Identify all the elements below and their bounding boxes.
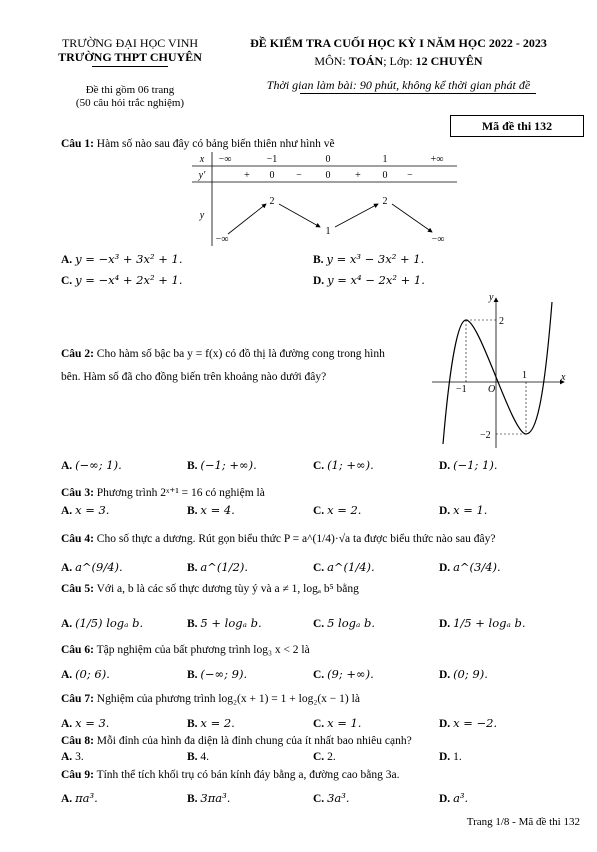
q5-option-c-label: C. bbox=[313, 618, 325, 630]
q1-option-b-label: B. bbox=[313, 254, 324, 266]
q6-option-c-label: C. bbox=[313, 669, 325, 681]
q4-option-c-text: a^(1/4). bbox=[327, 560, 375, 574]
q7-option-c-text: x = 1. bbox=[327, 716, 362, 730]
q7-option-b-label: B. bbox=[187, 718, 198, 730]
q6-label: Câu 6: bbox=[61, 644, 94, 656]
q8-label: Câu 8: bbox=[61, 735, 94, 747]
q7-option-d-text: x = −2. bbox=[453, 716, 498, 730]
q3-option-b-text: x = 4. bbox=[200, 503, 235, 517]
time-note: Thời gian làm bài: 90 phút, không kể thời gian phát đề bbox=[266, 78, 531, 92]
q7-text: Nghiệm của phương trình log₂(x + 1) = 1 + log₂(x − 1) là bbox=[96, 693, 360, 705]
q5-stem bbox=[61, 582, 359, 596]
q6-option-d[interactable] bbox=[439, 667, 488, 681]
q7-option-a[interactable] bbox=[61, 716, 109, 730]
pages-note: Đề thi gồm 06 trang bbox=[85, 84, 175, 96]
q8-option-b-text: 4. bbox=[200, 751, 210, 763]
q1-y-val-1: 2 bbox=[269, 196, 275, 207]
q1-y-val-4: −∞ bbox=[431, 234, 445, 245]
q9-option-d-text: a³. bbox=[453, 791, 469, 805]
q1-option-a-label: A. bbox=[61, 254, 73, 266]
q8-option-c-label: C. bbox=[313, 751, 325, 763]
q9-option-a-label: A. bbox=[61, 793, 73, 805]
subject-prefix: MÔN: bbox=[314, 54, 349, 68]
q5-option-a-label: A. bbox=[61, 618, 73, 630]
q2-option-d[interactable] bbox=[439, 458, 498, 472]
q1-y-val-0: −∞ bbox=[215, 234, 229, 245]
q7-option-a-text: x = 3. bbox=[75, 716, 110, 730]
q5-option-b[interactable] bbox=[187, 616, 262, 630]
q2-label: Câu 2: bbox=[61, 348, 94, 360]
q2-curve bbox=[443, 302, 552, 444]
q1-y-val-2: 1 bbox=[325, 226, 331, 237]
q2-option-d-label: D. bbox=[439, 460, 451, 472]
q1-option-a-text: y = −x³ + 3x² + 1. bbox=[75, 252, 183, 266]
q5-option-b-label: B. bbox=[187, 618, 198, 630]
q9-option-c[interactable] bbox=[313, 791, 350, 805]
q9-option-b-text: 3πa³. bbox=[200, 791, 231, 805]
q1-sign-2: − bbox=[296, 170, 302, 181]
q1-arrow-down-2 bbox=[392, 204, 432, 232]
q1-option-a[interactable] bbox=[61, 252, 183, 266]
q2-option-c-text: (1; +∞). bbox=[327, 458, 374, 472]
q1-option-d[interactable] bbox=[313, 273, 425, 287]
q8-stem bbox=[61, 734, 412, 748]
q1-x-val-1: −1 bbox=[266, 154, 278, 165]
q2-tick-1: 1 bbox=[522, 370, 527, 381]
q2-tick-neg1: −1 bbox=[456, 384, 467, 395]
q1-sign-5: 0 bbox=[382, 170, 388, 181]
q1-y-label: y bbox=[199, 210, 205, 221]
q3-option-d-text: x = 1. bbox=[453, 503, 488, 517]
subject-name: TOÁN bbox=[348, 54, 384, 68]
university-name: TRƯỜNG ĐẠI HỌC VINH bbox=[61, 36, 199, 50]
q9-option-d[interactable] bbox=[439, 791, 468, 805]
q3-option-c-text: x = 2. bbox=[327, 503, 362, 517]
q4-option-d[interactable] bbox=[439, 560, 501, 574]
q8-option-c-text: 2. bbox=[327, 751, 336, 763]
q1-arrow-down-1 bbox=[279, 204, 320, 227]
q3-option-a[interactable] bbox=[61, 503, 109, 517]
q9-option-c-text: 3a³. bbox=[327, 791, 350, 805]
q1-stem bbox=[61, 137, 335, 151]
q2-stem-line1 bbox=[61, 347, 385, 361]
q7-option-c[interactable] bbox=[313, 716, 361, 730]
q2-option-b[interactable] bbox=[187, 458, 257, 472]
q9-text: Tính thể tích khối trụ có bán kính đáy bằng a, đường cao bằng 3a. bbox=[96, 769, 400, 781]
q4-option-a-label: A. bbox=[61, 562, 73, 574]
q1-yprime-label: y′ bbox=[198, 170, 206, 181]
q2-cubic-graph bbox=[430, 292, 570, 452]
q3-text: Phương trình 2ˣ⁺¹ = 16 có nghiệm là bbox=[96, 487, 265, 499]
q2-option-b-text: (−1; +∞). bbox=[200, 458, 257, 472]
q7-option-c-label: C. bbox=[313, 718, 325, 730]
q1-option-c-text: y = −x⁴ + 2x² + 1. bbox=[75, 273, 183, 287]
q5-option-c-text: 5 logₐ b. bbox=[327, 616, 375, 630]
q8-option-a[interactable] bbox=[61, 751, 84, 763]
q1-x-val-2: 0 bbox=[325, 154, 331, 165]
q7-option-a-label: A. bbox=[61, 718, 73, 730]
q3-label: Câu 3: bbox=[61, 487, 94, 499]
q1-text: Hàm số nào sau đây có bảng biến thiên như hình vẽ bbox=[96, 138, 335, 150]
subject-line bbox=[226, 54, 571, 69]
q1-option-b[interactable] bbox=[313, 252, 424, 266]
q9-option-a[interactable] bbox=[61, 791, 98, 805]
q6-option-d-text: (0; 9). bbox=[453, 667, 488, 681]
q3-option-d[interactable] bbox=[439, 503, 487, 517]
q9-option-b-label: B. bbox=[187, 793, 198, 805]
q6-option-a-label: A. bbox=[61, 669, 73, 681]
q7-option-d-label: D. bbox=[439, 718, 451, 730]
q4-option-c[interactable] bbox=[313, 560, 375, 574]
q9-option-b[interactable] bbox=[187, 791, 230, 805]
exam-title: ĐỀ KIỂM TRA CUỐI HỌC KỲ I NĂM HỌC 2022 - 2023 bbox=[250, 36, 547, 50]
q3-option-a-text: x = 3. bbox=[75, 503, 110, 517]
q5-option-a[interactable] bbox=[61, 616, 143, 630]
q9-option-a-text: πa³. bbox=[75, 791, 98, 805]
q4-option-b[interactable] bbox=[187, 560, 248, 574]
q6-option-a[interactable] bbox=[61, 667, 110, 681]
q5-option-d[interactable] bbox=[439, 616, 525, 630]
q4-option-d-label: D. bbox=[439, 562, 451, 574]
q7-stem bbox=[61, 692, 360, 706]
q9-option-d-label: D. bbox=[439, 793, 451, 805]
q9-label: Câu 9: bbox=[61, 769, 94, 781]
q5-option-d-label: D. bbox=[439, 618, 451, 630]
q7-option-b[interactable] bbox=[187, 716, 235, 730]
time-note-rule bbox=[300, 93, 536, 94]
q6-option-b-text: (−∞; 9). bbox=[200, 667, 248, 681]
q1-option-c-label: C. bbox=[61, 275, 73, 287]
q2-line1: Cho hàm số bậc ba y = f(x) có đồ thị là đường cong trong hình bbox=[96, 348, 385, 360]
q3-option-b[interactable] bbox=[187, 503, 235, 517]
q5-option-c[interactable] bbox=[313, 616, 375, 630]
q8-option-d-label: D. bbox=[439, 751, 451, 763]
q1-option-c[interactable] bbox=[61, 273, 183, 287]
q5-option-d-text: 1/5 + logₐ b. bbox=[453, 616, 526, 630]
q6-option-b[interactable] bbox=[187, 667, 247, 681]
q1-sign-1: 0 bbox=[269, 170, 275, 181]
q1-x-label: x bbox=[199, 154, 205, 165]
q1-sign-0: + bbox=[244, 170, 250, 181]
q6-option-c-text: (9; +∞). bbox=[327, 667, 374, 681]
q1-y-val-3: 2 bbox=[382, 196, 388, 207]
q3-option-c-label: C. bbox=[313, 505, 325, 517]
q2-option-a-label: A. bbox=[61, 460, 73, 472]
q1-option-d-label: D. bbox=[313, 275, 325, 287]
q3-option-a-label: A. bbox=[61, 505, 73, 517]
q7-option-d[interactable] bbox=[439, 716, 497, 730]
q3-stem bbox=[61, 486, 265, 500]
q6-stem bbox=[61, 643, 310, 657]
q3-option-b-label: B. bbox=[187, 505, 198, 517]
class-name: 12 CHUYÊN bbox=[415, 54, 483, 68]
q1-x-val-3: 1 bbox=[382, 154, 388, 165]
q4-text: Cho số thực a dương. Rút gọn biểu thức P = a^(1/4)·√a ta được biểu thức nào sau đây? bbox=[96, 533, 496, 545]
q8-option-c[interactable] bbox=[313, 751, 336, 763]
q5-option-a-text: (1/5) logₐ b. bbox=[75, 616, 144, 630]
q8-text: Mỗi đỉnh của hình đa diện là đỉnh chung của ít nhất bao nhiêu cạnh? bbox=[96, 735, 412, 747]
q1-option-d-text: y = x⁴ − 2x² + 1. bbox=[327, 273, 425, 287]
q9-option-c-label: C. bbox=[313, 793, 325, 805]
q4-option-a[interactable] bbox=[61, 560, 123, 574]
q8-option-b-label: B. bbox=[187, 751, 198, 763]
q8-option-a-text: 3. bbox=[75, 751, 84, 763]
q5-label: Câu 5: bbox=[61, 583, 94, 595]
q3-option-d-label: D. bbox=[439, 505, 451, 517]
q1-label: Câu 1: bbox=[61, 138, 94, 150]
q6-option-d-label: D. bbox=[439, 669, 451, 681]
q3-option-c[interactable] bbox=[313, 503, 361, 517]
q2-origin-label: O bbox=[488, 384, 496, 395]
q5-option-b-text: 5 + logₐ b. bbox=[200, 616, 262, 630]
q7-option-b-text: x = 2. bbox=[200, 716, 235, 730]
q4-option-b-label: B. bbox=[187, 562, 198, 574]
questions-note: (50 câu hỏi trắc nghiệm) bbox=[75, 97, 185, 109]
class-prefix: ; Lớp: bbox=[383, 54, 416, 68]
q4-stem bbox=[61, 532, 495, 546]
q2-tick-2: 2 bbox=[499, 316, 504, 327]
q4-label: Câu 4: bbox=[61, 533, 94, 545]
q4-option-d-text: a^(3/4). bbox=[453, 560, 501, 574]
page-footer: Trang 1/8 - Mã đề thi 132 bbox=[466, 816, 580, 828]
q2-option-c-label: C. bbox=[313, 460, 325, 472]
q2-option-b-label: B. bbox=[187, 460, 198, 472]
q5-text: Với a, b là các số thực dương tùy ý và a ≠ 1, logₐ b⁵ bằng bbox=[96, 583, 359, 595]
q2-option-c[interactable] bbox=[313, 458, 374, 472]
q6-option-c[interactable] bbox=[313, 667, 374, 681]
q1-x-val-4: +∞ bbox=[430, 154, 444, 165]
q2-x-axis-label: x bbox=[561, 372, 566, 383]
q7-label: Câu 7: bbox=[61, 693, 94, 705]
q8-option-a-label: A. bbox=[61, 751, 73, 763]
school-name: TRƯỜNG THPT CHUYÊN bbox=[58, 50, 202, 64]
q1-option-b-text: y = x³ − 3x² + 1. bbox=[326, 252, 425, 266]
q1-arrow-up-1 bbox=[228, 204, 266, 234]
exam-code-box: Mã đề thi 132 bbox=[450, 115, 584, 137]
q8-option-d-text: 1. bbox=[453, 751, 462, 763]
q1-sign-3: 0 bbox=[325, 170, 331, 181]
q2-option-a[interactable] bbox=[61, 458, 122, 472]
q8-option-b[interactable] bbox=[187, 751, 209, 763]
q9-stem bbox=[61, 768, 400, 782]
q2-tick-neg2: −2 bbox=[480, 430, 491, 441]
q1-sign-4: + bbox=[355, 170, 361, 181]
q1-arrow-up-2 bbox=[335, 204, 378, 227]
q4-option-c-label: C. bbox=[313, 562, 325, 574]
q2-stem-line2: bên. Hàm số đã cho đồng biến trên khoảng nào dưới đây? bbox=[61, 371, 327, 383]
q1-variation-table bbox=[192, 152, 462, 246]
q6-option-a-text: (0; 6). bbox=[75, 667, 110, 681]
q6-option-b-label: B. bbox=[187, 669, 198, 681]
q6-text: Tập nghiệm của bất phương trình log₃ x < 2 là bbox=[96, 644, 310, 656]
q1-x-val-0: −∞ bbox=[218, 154, 232, 165]
q2-y-axis-label: y bbox=[489, 292, 494, 303]
q8-option-d[interactable] bbox=[439, 751, 462, 763]
q4-option-a-text: a^(9/4). bbox=[75, 560, 123, 574]
q1-sign-6: − bbox=[407, 170, 413, 181]
q2-option-d-text: (−1; 1). bbox=[453, 458, 498, 472]
q4-option-b-text: a^(1/2). bbox=[200, 560, 249, 574]
q2-option-a-text: (−∞; 1). bbox=[75, 458, 122, 472]
school-underline bbox=[92, 66, 168, 67]
